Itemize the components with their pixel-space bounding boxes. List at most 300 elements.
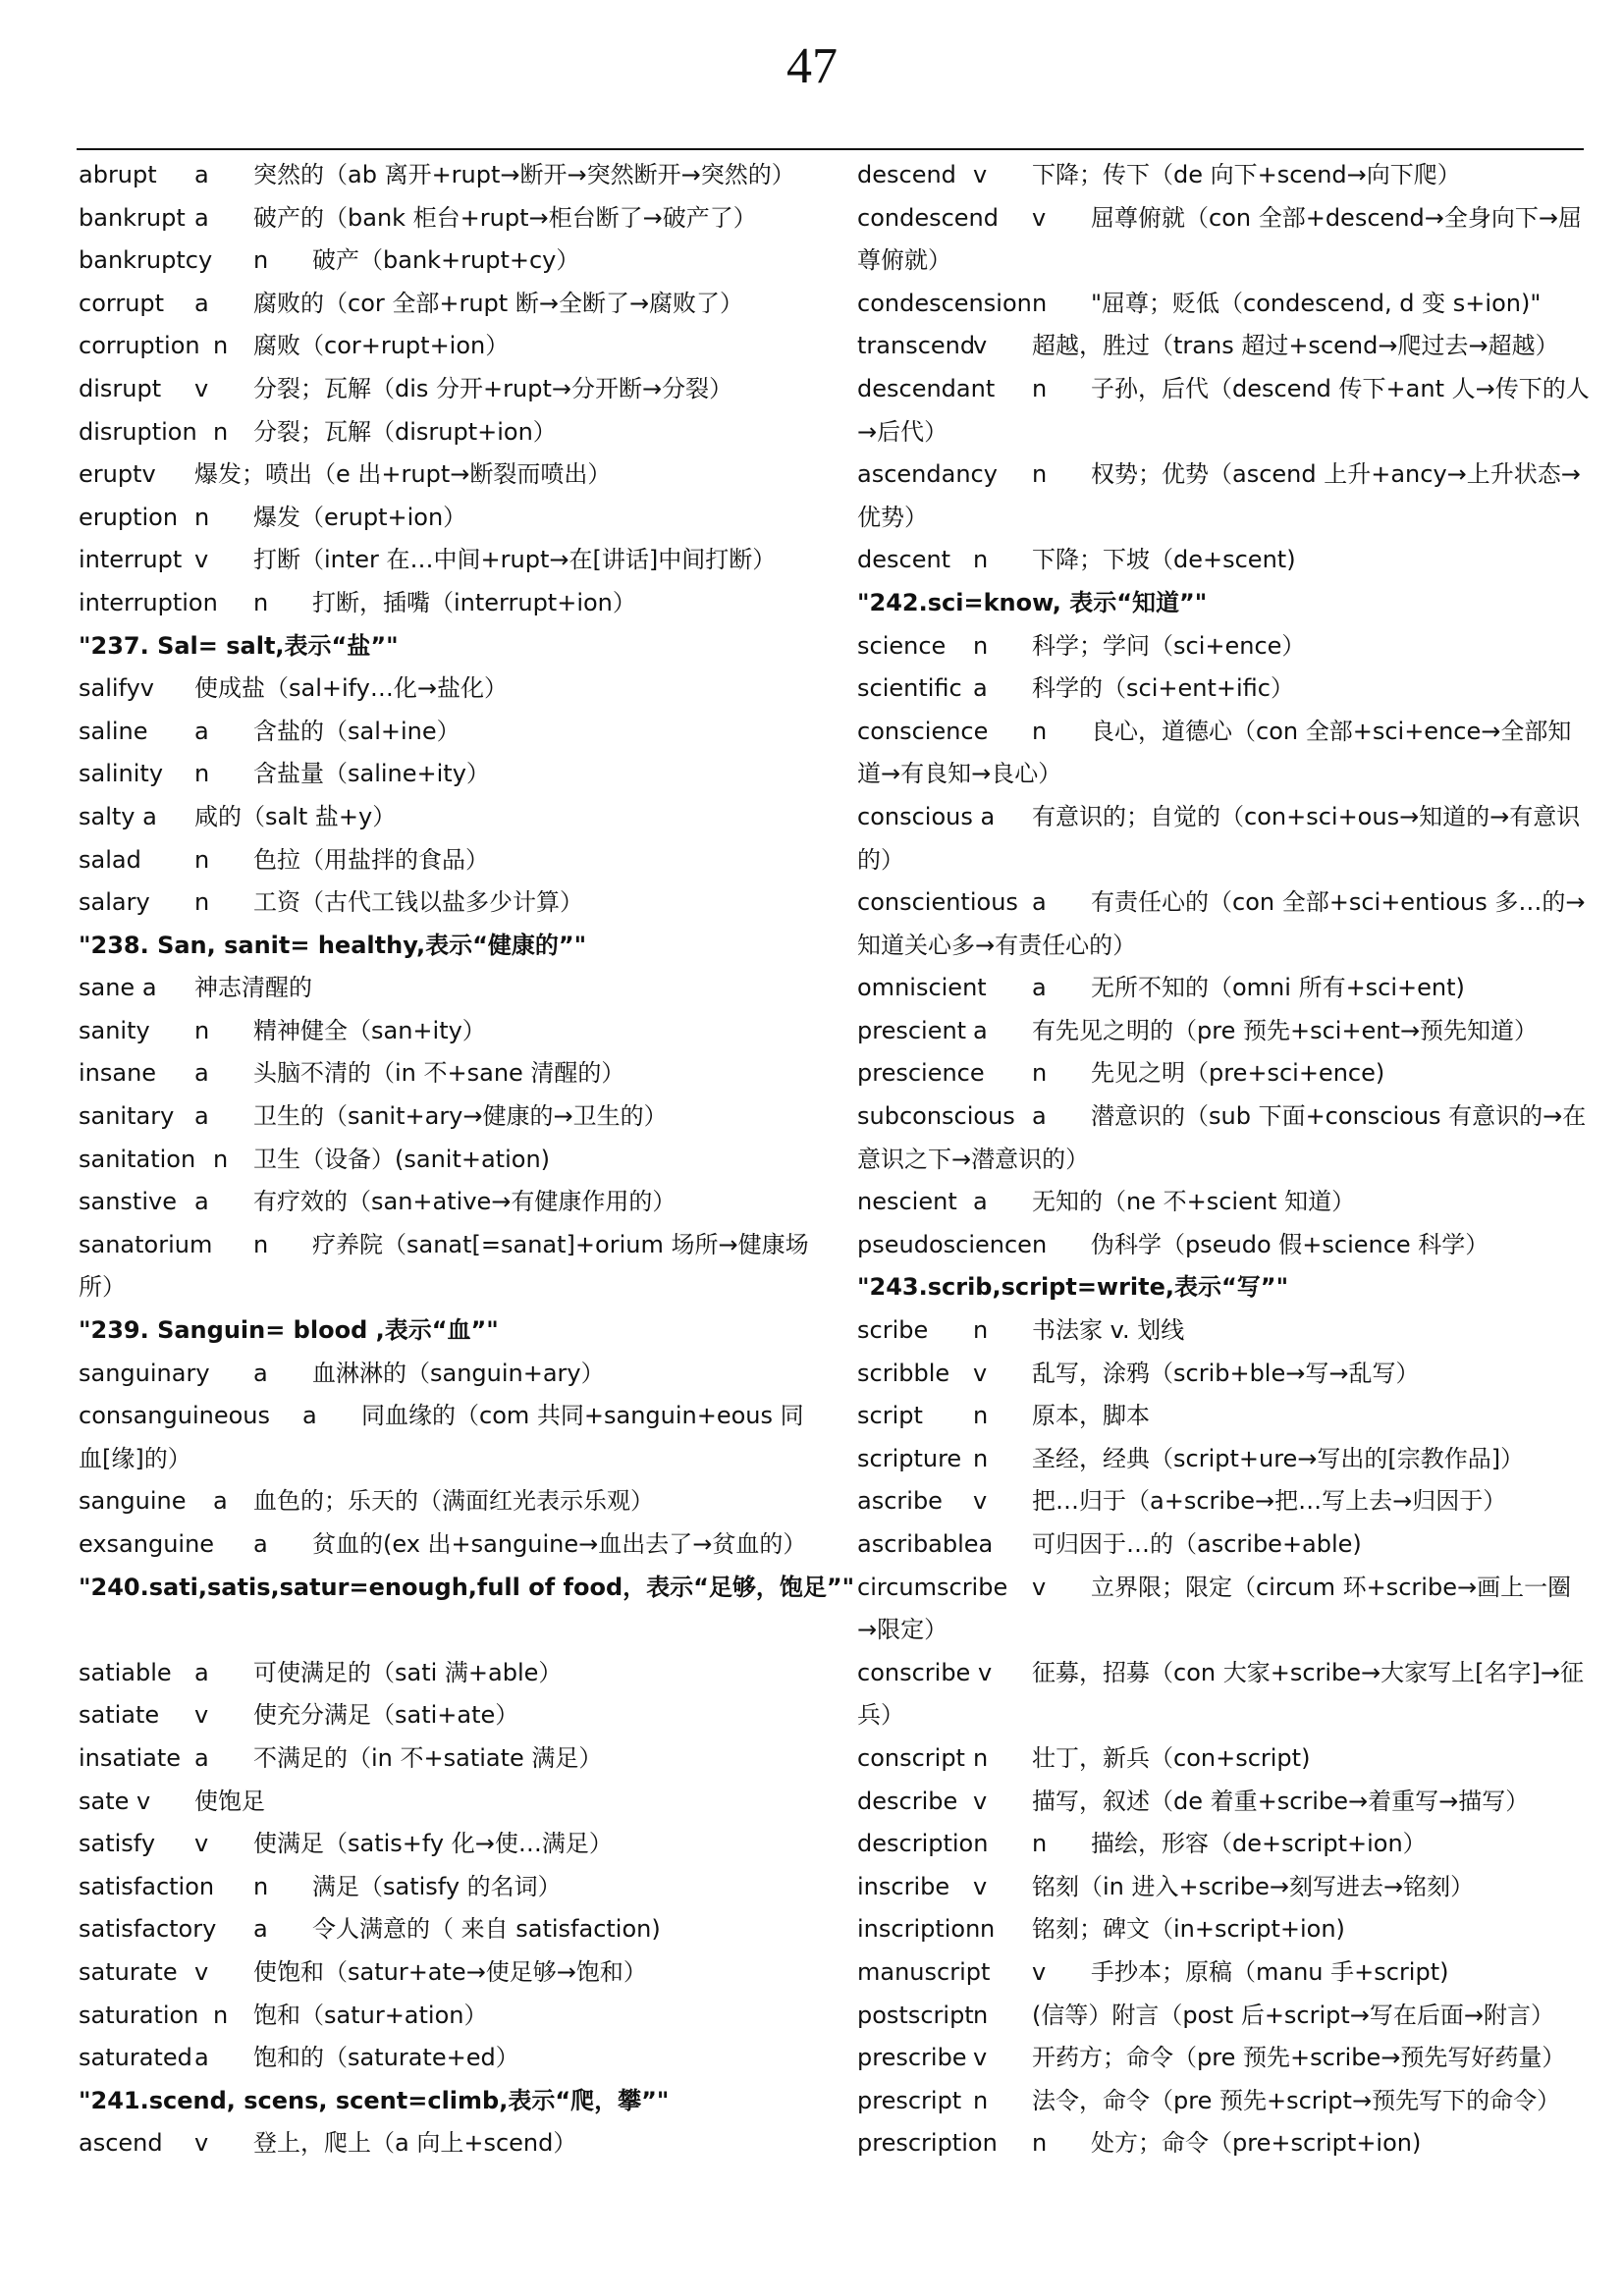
entry-pos: n: [973, 546, 989, 574]
section-heading: "238. San, sanit= healthy,表示“健康的”": [79, 931, 587, 959]
entry-pos: n: [253, 1872, 269, 1900]
entry-pos: a: [973, 1016, 988, 1044]
entry-definition: 使饱和（satur+ate→使足够→饱和）: [253, 1957, 647, 1986]
entry-definition-cont: 所）: [79, 1273, 126, 1302]
entry-row: [79, 753, 810, 796]
entry-row: [79, 1781, 810, 1824]
entry-definition-cont: 优势）: [857, 503, 928, 531]
entry-definition: 有先见之明的（pre 预先+sci+ent→预先知道）: [1032, 1016, 1539, 1044]
entry-definition-cont: 尊俯就）: [857, 246, 951, 275]
entry-word: prescient: [857, 1016, 967, 1044]
entry-row: [857, 1010, 1589, 1053]
entry-row: [79, 967, 810, 1010]
entry-definition: 下降；传下（de 向下+scend→向下爬）: [1032, 161, 1461, 188]
entry-word: sanstive: [79, 1188, 177, 1216]
entry-pos: n: [1032, 1230, 1048, 1258]
entry-pos: a: [194, 1059, 209, 1088]
entry-definition-cont: 兵）: [857, 1701, 904, 1730]
entry-word: conscience: [857, 717, 989, 745]
entry-word: corrupt: [79, 289, 165, 317]
entry-row: [79, 197, 810, 240]
entry-word: transcend: [857, 332, 976, 360]
entry-row: [857, 1181, 1589, 1224]
entry-word: bankrupt: [79, 203, 186, 232]
entry-pos: a: [302, 1402, 317, 1430]
entry-definition: 乱写，涂鸦（scrib+ble→写→乱写）: [1032, 1359, 1420, 1387]
entry-word: satisfy: [79, 1830, 156, 1858]
entry-word: interrupt: [79, 546, 183, 574]
entry-row: [79, 283, 810, 326]
entry-word: science: [857, 631, 947, 660]
entry-row: [79, 1139, 810, 1182]
entry-word: ascend: [79, 2129, 163, 2158]
entry-pos: a: [253, 1359, 268, 1387]
entry-definition: 腐败（cor+rupt+ion）: [253, 332, 510, 360]
entry-row: [79, 711, 810, 754]
page-number: 47: [786, 38, 838, 94]
entry-word: salifyv: [79, 674, 154, 703]
entry-pos: a: [194, 1102, 209, 1131]
entry-word: prescript: [857, 2086, 962, 2114]
entry-word: script: [857, 1402, 923, 1430]
entry-definition: 登上，爬上（a 向上+scend）: [253, 2129, 577, 2158]
entry-row: [857, 1652, 1589, 1737]
entry-word: scientific: [857, 674, 962, 703]
entry-row: [857, 711, 1589, 796]
entry-row: [857, 1567, 1589, 1652]
entry-row: [857, 197, 1589, 283]
entry-definition: 突然的（ab 离开+rupt→断开→突然断开→突然的）: [253, 161, 795, 188]
entry-pos: a: [973, 1188, 988, 1216]
entry-definition: 破产（bank+rupt+cy）: [312, 246, 580, 275]
entry-row: [857, 1395, 1589, 1438]
entry-definition: 头脑不清的（in 不+sane 清醒的）: [253, 1059, 625, 1088]
entry-word: omniscient: [857, 974, 987, 1002]
entry-row: [79, 1652, 810, 1695]
entry-definition-cont: 道→有良知→良心）: [857, 760, 1062, 788]
entry-pos: n: [973, 631, 989, 660]
section-heading: "241.scend, scens, scent=climb,表示“爬，攀”": [79, 2086, 670, 2114]
entry-pos: a: [253, 1530, 268, 1558]
entry-word: insane: [79, 1059, 157, 1088]
entry-row: [857, 539, 1589, 582]
entry-row: [79, 1095, 810, 1139]
entry-row: [857, 967, 1589, 1010]
entry-definition: 先见之明（pre+sci+ence): [1091, 1059, 1385, 1088]
entry-definition: 卫生的（sanit+ary→健康的→卫生的）: [253, 1102, 668, 1131]
entry-row: [857, 1781, 1589, 1824]
entry-word: exsanguine: [79, 1530, 215, 1558]
entry-row: [79, 1823, 810, 1866]
entry-row: [857, 1353, 1589, 1396]
entry-pos: n: [213, 2001, 229, 2029]
entry-definition: 子孙，后代（descend 传下+ant 人→传下的人: [1091, 374, 1590, 402]
entry-pos: a: [213, 1487, 228, 1516]
entry-pos: a: [253, 1915, 268, 1944]
entry-definition: 爆发（erupt+ion）: [253, 503, 467, 531]
entry-row: [79, 1951, 810, 1995]
entry-definition-cont: 知道关心多→有责任心的）: [857, 931, 1137, 959]
entry-word: ascendancy: [857, 460, 998, 489]
entry-definition: 打断（inter 在…中间+rupt→在[讲话]中间打断）: [253, 546, 777, 574]
entry-word: nescient: [857, 1188, 957, 1216]
entry-pos: a: [194, 1188, 209, 1216]
entry-pos: v: [973, 332, 988, 360]
entry-row: [857, 881, 1589, 967]
entry-pos: n: [213, 332, 229, 360]
entry-pos: n: [194, 503, 210, 531]
entry-definition-cont: →限定）: [857, 1616, 948, 1644]
entry-pos: a: [194, 203, 209, 232]
entry-row: [857, 2080, 1589, 2123]
entry-row: [79, 1523, 810, 1567]
entry-definition: 权势；优势（ascend 上升+ancy→上升状态→: [1091, 460, 1581, 489]
entry-row: [857, 1224, 1589, 1267]
entry-row: [79, 667, 810, 711]
entry-definition: 屈尊俯就（con 全部+descend→全身向下→屈: [1091, 203, 1582, 232]
entry-row: [857, 1866, 1589, 1909]
entry-pos: a: [194, 2044, 209, 2072]
entry-pos: n: [973, 1444, 989, 1472]
entry-definition: 铭刻（in 进入+scribe→刻写进去→铭刻）: [1032, 1872, 1475, 1900]
entry-word: saturation: [79, 2001, 199, 2029]
entry-pos: n: [973, 1402, 989, 1430]
entry-definition: 满足（satisfy 的名词）: [312, 1872, 562, 1900]
entry-word: condescend: [857, 203, 999, 232]
entry-definition: 同血缘的（com 共同+sanguin+eous 同: [361, 1402, 804, 1430]
entry-pos: n: [194, 1016, 210, 1044]
entry-word: salary: [79, 888, 150, 917]
entry-definition: 不满足的（in 不+satiate 满足）: [253, 1743, 603, 1772]
entry-definition: 色拉（用盐拌的食品）: [253, 845, 489, 874]
entry-definition: 科学的（sci+ent+ific）: [1032, 674, 1294, 703]
entry-definition: 描写，叙述（de 着重+scribe→着重写→描写）: [1032, 1787, 1530, 1815]
entry-definition: 把…归于（a+scribe→把…写上去→归因于）: [1032, 1487, 1507, 1516]
entry-row: [857, 1309, 1589, 1353]
entry-row: [79, 154, 810, 197]
entry-pos: a: [194, 1743, 209, 1772]
entry-definition: 伪科学（pseudo 假+science 科学）: [1091, 1230, 1489, 1258]
entry-row: [79, 1395, 810, 1480]
section-heading: "240.sati,satis,satur=enough,full of food，表示“足够，饱足”": [79, 1573, 855, 1601]
entry-row: [79, 368, 810, 411]
entry-definition: 超越，胜过（trans 超过+scend→爬过去→超越）: [1032, 332, 1559, 360]
entry-definition: 分裂；瓦解（dis 分开+rupt→分开断→分裂）: [253, 374, 733, 402]
entry-row: [79, 325, 810, 368]
entry-definition: 工资（古代工钱以盐多少计算）: [253, 888, 583, 917]
entry-word: sanguine: [79, 1487, 187, 1516]
entry-word: conscript: [857, 1743, 965, 1772]
entry-row: [857, 1908, 1589, 1951]
entry-pos: n: [253, 1230, 269, 1258]
section-heading: "243.scrib,script=write,表示“写”": [857, 1273, 1289, 1302]
entry-pos: v: [194, 374, 209, 402]
entry-definition: 打断，插嘴（interrupt+ion）: [312, 588, 636, 616]
entry-word: saturated: [79, 2044, 192, 2072]
entry-definition: 可使满足的（sati 满+able）: [253, 1658, 563, 1686]
entry-word: disrupt: [79, 374, 162, 402]
entry-word: inscription: [857, 1915, 981, 1944]
entry-word: circumscribe: [857, 1573, 1008, 1601]
entry-word: description: [857, 1830, 989, 1858]
entry-word: sanity: [79, 1016, 150, 1044]
entry-row: [857, 2037, 1589, 2080]
entry-row: [79, 454, 810, 497]
entry-row: [857, 1823, 1589, 1866]
entry-row: [857, 1438, 1589, 1481]
entry-row: [857, 454, 1589, 539]
entry-pos: a: [1032, 974, 1047, 1002]
entry-word: salad: [79, 845, 141, 874]
entry-definition: 含盐的（sal+ine）: [253, 717, 460, 745]
entry-definition-cont: 意识之下→潜意识的）: [857, 1145, 1090, 1173]
entry-pos: a: [1032, 1102, 1047, 1131]
entry-definition: 圣经，经典（script+ure→写出的[宗教作品]）: [1032, 1444, 1525, 1472]
entry-pos: v: [194, 1830, 209, 1858]
entry-pos: n: [980, 1915, 996, 1944]
entry-definition-cont: 血[缘]的）: [79, 1444, 191, 1472]
entry-word: descend: [857, 161, 956, 188]
entry-word: condescension: [857, 289, 1032, 317]
entry-word: postscript: [857, 2001, 974, 2029]
entry-word: sanitary: [79, 1102, 175, 1131]
entry-word: pseudoscience: [857, 1230, 1032, 1258]
entry-word: saturate: [79, 1957, 178, 1986]
entry-pos: v: [973, 1359, 988, 1387]
entry-row: [79, 1224, 810, 1309]
entry-word: bankruptcy: [79, 246, 213, 275]
entry-word: insatiate: [79, 1743, 182, 1772]
entry-row: [79, 1737, 810, 1781]
entry-definition: 有意识的；自觉的（con+sci+ous→知道的→有意识: [1032, 802, 1581, 830]
entry-word: satiable: [79, 1658, 172, 1686]
entry-pos: a: [194, 289, 209, 317]
entry-word: prescription: [857, 2129, 998, 2158]
entry-word: sane a: [79, 974, 157, 1002]
entry-pos: a: [194, 161, 209, 188]
entry-row: [79, 1866, 810, 1909]
entry-definition: 饱和的（saturate+ed）: [253, 2044, 519, 2072]
entry-definition: 征募，招募（con 大家+scribe→大家写上[名字]→征: [1032, 1658, 1585, 1686]
entry-pos: v: [973, 1487, 988, 1516]
entry-pos: v: [194, 1701, 209, 1730]
entry-pos: v: [973, 161, 988, 188]
entry-pos: v: [194, 2129, 209, 2158]
entry-definition: 有责任心的（con 全部+sci+entious 多…的→: [1091, 888, 1586, 917]
entry-row: [857, 1951, 1589, 1995]
entry-word: eruption: [79, 503, 179, 531]
entry-definition: 含盐量（saline+ity）: [253, 760, 490, 788]
entry-definition: 使饱足: [194, 1787, 265, 1815]
entry-pos: a: [973, 674, 988, 703]
entry-pos: n: [973, 2001, 989, 2029]
entry-definition: 疗养院（sanat[=sanat]+orium 场所→健康场: [312, 1230, 809, 1258]
entry-row: [79, 2122, 810, 2165]
entry-definition: 爆发；喷出（e 出+rupt→断裂而喷出）: [194, 460, 612, 489]
entry-definition: 使成盐（sal+ify…化→盐化）: [194, 674, 508, 703]
entry-row: [857, 796, 1589, 881]
entry-pos: v: [194, 546, 209, 574]
entry-pos: a: [1032, 888, 1047, 917]
entry-pos: v: [194, 1957, 209, 1986]
entry-row: [79, 240, 810, 283]
entry-pos: n: [1032, 289, 1048, 317]
entry-row: [857, 625, 1589, 668]
entry-definition: (信等）附言（post 后+script→写在后面→附言）: [1032, 2001, 1555, 2029]
entry-definition: 良心，道德心（con 全部+sci+ence→全部知: [1091, 717, 1572, 745]
entry-row: [79, 1353, 810, 1396]
entry-word: saline: [79, 717, 148, 745]
entry-row: [79, 1052, 810, 1095]
entry-row: [79, 1995, 810, 2038]
entry-definition: 饱和（satur+ation）: [253, 2001, 488, 2029]
entry-definition-cont: →后代）: [857, 417, 948, 446]
entry-definition: 有疗效的（san+ative→有健康作用的）: [253, 1188, 677, 1216]
entry-pos: n: [253, 246, 269, 275]
entry-word: sanguinary: [79, 1359, 210, 1387]
entry-pos: n: [253, 588, 269, 616]
entry-row: [857, 283, 1589, 326]
entry-pos: n: [1032, 374, 1048, 402]
entry-row: [857, 1995, 1589, 2038]
entry-definition: 破产的（bank 柜台+rupt→柜台断了→破产了）: [253, 203, 757, 232]
section-heading: "239. Sanguin= blood ,表示“血”": [79, 1316, 499, 1345]
entry-definition: 无知的（ne 不+scient 知道）: [1032, 1188, 1356, 1216]
entry-definition: 处方；命令（pre+script+ion): [1091, 2129, 1422, 2158]
entry-definition: 潜意识的（sub 下面+conscious 有意识的→在: [1091, 1102, 1587, 1131]
entry-word: sanitation: [79, 1145, 196, 1173]
entry-definition: 无所不知的（omni 所有+sci+ent): [1091, 974, 1465, 1002]
entry-definition: 手抄本；原稿（manu 手+script): [1091, 1957, 1449, 1986]
entry-row: [857, 2122, 1589, 2165]
entry-word: interruption: [79, 588, 218, 616]
entry-pos: n: [1032, 2129, 1048, 2158]
entry-word: sate v: [79, 1787, 151, 1815]
entry-definition: 书法家 v. 划线: [1032, 1316, 1185, 1345]
entry-row: [857, 368, 1589, 454]
entry-pos: v: [973, 1872, 988, 1900]
entry-pos: n: [973, 2086, 989, 2114]
entry-row: [79, 497, 810, 540]
entry-definition: 原本，脚本: [1032, 1402, 1150, 1430]
entry-row: [79, 796, 810, 839]
entry-word: conscientious: [857, 888, 1018, 917]
entry-word: eruptv: [79, 460, 156, 489]
entry-word: salinity: [79, 760, 164, 788]
entry-word: describe: [857, 1787, 958, 1815]
entry-word: scribe: [857, 1316, 929, 1345]
entry-definition: 铭刻；碑文（in+script+ion): [1032, 1915, 1345, 1944]
entry-row: [857, 1095, 1589, 1181]
entry-row: [857, 1737, 1589, 1781]
entry-definition: 下降；下坡（de+scent): [1032, 546, 1296, 574]
entry-definition: 描绘，形容（de+script+ion）: [1091, 1830, 1427, 1858]
entry-word: satisfaction: [79, 1872, 215, 1900]
entry-word: prescribe: [857, 2044, 967, 2072]
entry-definition: 科学；学问（sci+ence）: [1032, 631, 1306, 660]
entry-word: satisfactory: [79, 1915, 217, 1944]
entry-row: [79, 839, 810, 882]
entry-row: [857, 1523, 1589, 1567]
entry-word: manuscript: [857, 1957, 991, 1986]
section-heading: "242.sci=know, 表示“知道”": [857, 588, 1208, 616]
entry-definition: 法令，命令（pre 预先+script→预先写下的命令）: [1032, 2086, 1561, 2114]
entry-row: [79, 1181, 810, 1224]
entry-row: [79, 1694, 810, 1737]
entry-word: sanatorium: [79, 1230, 213, 1258]
entry-row: [79, 539, 810, 582]
entry-row: [79, 582, 810, 625]
entry-row: [857, 325, 1589, 368]
entry-definition: 腐败的（cor 全部+rupt 断→全断了→腐败了）: [253, 289, 744, 317]
entry-definition: 使充分满足（sati+ate）: [253, 1701, 519, 1730]
entry-definition: 可归因于…的（ascribe+able): [1032, 1530, 1362, 1558]
entry-definition: 分裂；瓦解（disrupt+ion）: [253, 417, 557, 446]
entry-pos: v: [973, 2044, 988, 2072]
entry-definition: 精神健全（san+ity）: [253, 1016, 486, 1044]
entry-word: salty a: [79, 802, 157, 830]
header-rule: [77, 148, 1584, 150]
entry-word: consanguineous: [79, 1402, 270, 1430]
entry-pos: n: [1032, 460, 1048, 489]
entry-pos: n: [213, 1145, 229, 1173]
entry-definition: 开药方；命令（pre 预先+scribe→预先写好药量）: [1032, 2044, 1566, 2072]
entry-definition: 令人满意的（ 来自 satisfaction): [312, 1915, 661, 1944]
entry-word: abrupt: [79, 161, 157, 188]
entry-definition: 血色的；乐天的（满面红光表示乐观）: [253, 1487, 654, 1516]
entry-row: [857, 154, 1589, 197]
entry-pos: n: [973, 1743, 989, 1772]
entry-definition: 壮丁，新兵（con+script): [1032, 1743, 1311, 1772]
entry-pos: n: [1032, 717, 1048, 745]
entry-pos: n: [973, 1316, 989, 1345]
entry-row: [857, 1052, 1589, 1095]
entry-pos: v: [1032, 1573, 1047, 1601]
entry-definition: 使满足（satis+fy 化→使…满足）: [253, 1830, 613, 1858]
entry-pos: n: [1032, 1830, 1048, 1858]
entry-row: [79, 1480, 810, 1523]
entry-word: conscribe v: [857, 1658, 993, 1686]
entry-row: [79, 2037, 810, 2080]
entry-pos: n: [194, 888, 210, 917]
entry-word: satiate: [79, 1701, 160, 1730]
entry-definition: 立界限；限定（circum 环+scribe→画上一圈: [1091, 1573, 1572, 1601]
entry-pos: n: [213, 417, 229, 446]
entry-pos: v: [1032, 1957, 1047, 1986]
entry-pos: n: [194, 760, 210, 788]
entry-row: [79, 1010, 810, 1053]
entry-word: conscious a: [857, 802, 996, 830]
entry-row: [79, 881, 810, 925]
entry-definition: "屈尊；贬低（condescend, d 变 s+ion)": [1091, 289, 1542, 317]
entry-word: disruption: [79, 417, 197, 446]
entry-word: corruption: [79, 332, 200, 360]
entry-word: subconscious: [857, 1102, 1015, 1131]
entry-pos: v: [1032, 203, 1047, 232]
entry-row: [857, 667, 1589, 711]
entry-pos: a: [194, 1658, 209, 1686]
section-heading: "237. Sal= salt,表示“盐”": [79, 631, 399, 660]
entry-row: [857, 1480, 1589, 1523]
entry-definition: 咸的（salt 盐+y）: [194, 802, 397, 830]
entry-word: ascribe: [857, 1487, 943, 1516]
right-column: [857, 154, 1589, 2165]
entry-definition: 贫血的(ex 出+sanguine→血出去了→贫血的）: [312, 1530, 807, 1558]
entry-pos: a: [194, 717, 209, 745]
entry-word: scripture: [857, 1444, 962, 1472]
left-column: [79, 154, 855, 2165]
entry-word: ascribablea: [857, 1530, 994, 1558]
